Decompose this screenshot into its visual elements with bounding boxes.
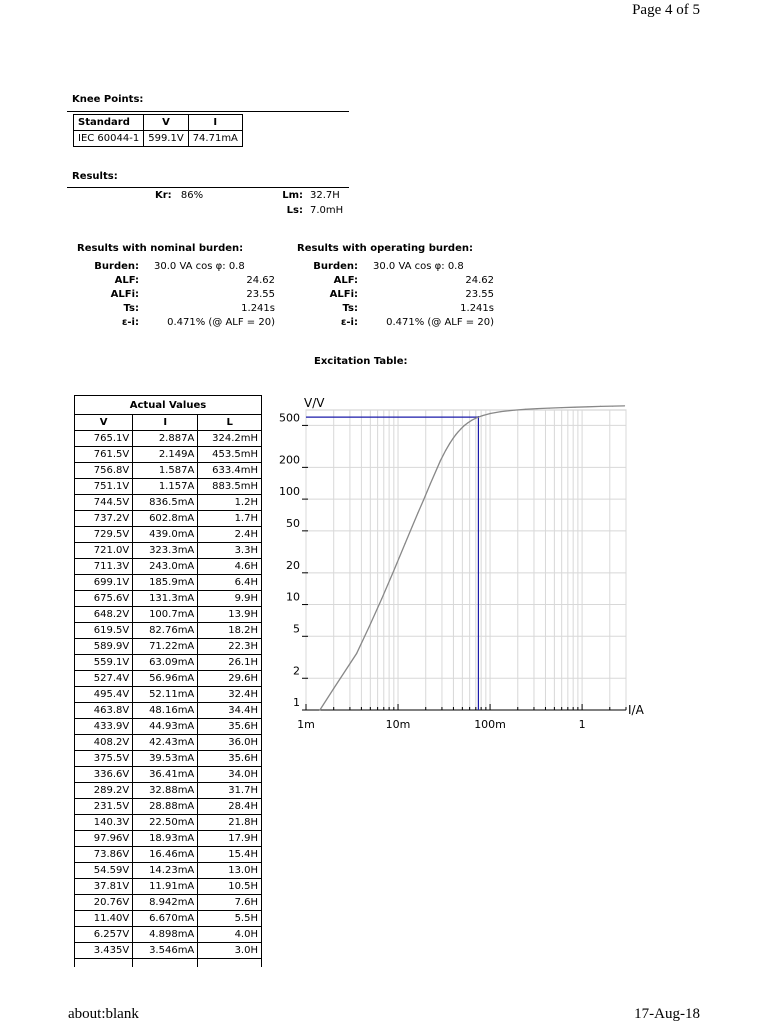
excitation-cell-l: 4.6H bbox=[198, 559, 262, 575]
excitation-cell-i: 14.23mA bbox=[133, 863, 198, 879]
excitation-cell-v: 289.2V bbox=[75, 783, 133, 799]
knee-i: 74.71mA bbox=[188, 131, 242, 147]
excitation-cell-l: 883.5mH bbox=[198, 479, 262, 495]
excitation-cell-l: 36.0H bbox=[198, 735, 262, 751]
y-tick-label: 200 bbox=[279, 453, 300, 467]
excitation-cell-v: 648.2V bbox=[75, 607, 133, 623]
knee-points-heading: Knee Points: bbox=[72, 94, 144, 105]
excitation-cell-i: 323.3mA bbox=[133, 543, 198, 559]
y-tick-label: 5 bbox=[293, 622, 300, 636]
excitation-cell-l: 35.6H bbox=[198, 751, 262, 767]
x-tick-label: 100m bbox=[474, 718, 506, 731]
excitation-cell-l: 34.0H bbox=[198, 767, 262, 783]
nominal-ei-value: 0.471% (@ ALF = 20) bbox=[167, 317, 275, 328]
operating-alfi-row bbox=[296, 288, 494, 302]
y-tick-label: 1 bbox=[293, 696, 300, 709]
excitation-cell-l: 10.5H bbox=[198, 879, 262, 895]
excitation-cell-v: 11.40V bbox=[75, 911, 133, 927]
operating-ts-row bbox=[296, 302, 494, 316]
excitation-row bbox=[75, 911, 262, 927]
excitation-cell-l: 3.0H bbox=[198, 943, 262, 959]
excitation-cell-i: 18.93mA bbox=[133, 831, 198, 847]
excitation-cell-i: 39.53mA bbox=[133, 751, 198, 767]
curve-point bbox=[514, 410, 515, 411]
operating-alf-label: ALF: bbox=[333, 275, 358, 286]
knee-standard: IEC 60044-1 bbox=[74, 131, 144, 147]
lm-label: Lm: bbox=[282, 190, 303, 201]
excitation-cell-i: 36.41mA bbox=[133, 767, 198, 783]
excitation-row bbox=[75, 479, 262, 495]
excitation-cell-l: 633.4mH bbox=[198, 463, 262, 479]
operating-burden-row bbox=[296, 260, 494, 274]
excitation-row bbox=[75, 431, 262, 447]
curve-point bbox=[471, 420, 472, 421]
results-heading: Results: bbox=[72, 171, 118, 182]
knee-divider bbox=[67, 111, 349, 112]
excitation-row bbox=[75, 511, 262, 527]
excitation-cell-i: 63.09mA bbox=[133, 655, 198, 671]
excitation-cell-v: 765.1V bbox=[75, 431, 133, 447]
excitation-cell-l: 13.9H bbox=[198, 607, 262, 623]
excitation-cell-v: 756.8V bbox=[75, 463, 133, 479]
excitation-cell-i: 22.50mA bbox=[133, 815, 198, 831]
footer-url: about:blank bbox=[68, 1006, 139, 1022]
excitation-cell-v: 6.257V bbox=[75, 927, 133, 943]
excitation-cell-v: 751.1V bbox=[75, 479, 133, 495]
excitation-cell-v: 54.59V bbox=[75, 863, 133, 879]
curve-point bbox=[449, 443, 450, 444]
excitation-cell-i: 2.149A bbox=[133, 447, 198, 463]
excitation-col-i: I bbox=[133, 415, 198, 431]
x-tick-label: 1m bbox=[297, 718, 315, 731]
excitation-cell-i: 4.898mA bbox=[133, 927, 198, 943]
excitation-cell-v: 761.5V bbox=[75, 447, 133, 463]
excitation-cell-v: 559.1V bbox=[75, 655, 133, 671]
operating-heading: Results with operating burden: bbox=[297, 243, 473, 254]
knee-col-v: V bbox=[144, 115, 188, 131]
nominal-alf-label: ALF: bbox=[114, 275, 139, 286]
operating-burden-label: Burden: bbox=[313, 261, 358, 272]
excitation-cell-empty bbox=[198, 959, 262, 968]
excitation-cell-l: 21.8H bbox=[198, 815, 262, 831]
excitation-cell-v: 699.1V bbox=[75, 575, 133, 591]
curve-point bbox=[460, 428, 461, 429]
knee-col-standard: Standard bbox=[74, 115, 144, 131]
knee-col-i: I bbox=[188, 115, 242, 131]
curve-point bbox=[587, 406, 588, 407]
excitation-cell-i: 6.670mA bbox=[133, 911, 198, 927]
excitation-cell-i: 11.91mA bbox=[133, 879, 198, 895]
curve-point bbox=[476, 417, 477, 418]
operating-ts-value: 1.241s bbox=[460, 303, 494, 314]
curve-point bbox=[369, 625, 370, 626]
excitation-cell-i: 32.88mA bbox=[133, 783, 198, 799]
excitation-row bbox=[75, 895, 262, 911]
curve-point bbox=[561, 407, 562, 408]
excitation-row bbox=[75, 495, 262, 511]
curve-point bbox=[440, 460, 441, 461]
curve-point bbox=[574, 407, 575, 408]
excitation-table-body bbox=[75, 431, 262, 968]
y-tick-label: 100 bbox=[279, 485, 300, 499]
curve-point bbox=[381, 598, 382, 599]
excitation-col-v: V bbox=[75, 415, 133, 431]
curve-point bbox=[458, 431, 459, 432]
excitation-cell-v: 737.2V bbox=[75, 511, 133, 527]
excitation-cell-i: 44.93mA bbox=[133, 719, 198, 735]
excitation-cell-l: 18.2H bbox=[198, 623, 262, 639]
operating-alf-value: 24.62 bbox=[465, 275, 494, 286]
excitation-cell-i: 602.8mA bbox=[133, 511, 198, 527]
curve-point bbox=[455, 434, 456, 435]
curve-point bbox=[404, 543, 405, 544]
nominal-ts-value: 1.241s bbox=[241, 303, 275, 314]
excitation-table-title: Actual Values bbox=[75, 396, 262, 415]
kr-label: Kr: bbox=[155, 190, 172, 201]
excitation-row bbox=[75, 735, 262, 751]
excitation-cell-l: 4.0H bbox=[198, 927, 262, 943]
excitation-row bbox=[75, 655, 262, 671]
y-axis-label: V/V bbox=[304, 396, 325, 410]
curve-point bbox=[482, 415, 483, 416]
excitation-row bbox=[75, 751, 262, 767]
excitation-cell-l: 9.9H bbox=[198, 591, 262, 607]
results-divider bbox=[67, 187, 349, 188]
excitation-cell-l: 6.4H bbox=[198, 575, 262, 591]
excitation-cell-v: 495.4V bbox=[75, 687, 133, 703]
nominal-block bbox=[77, 260, 275, 330]
excitation-cell-i: 3.546mA bbox=[133, 943, 198, 959]
excitation-col-l: L bbox=[198, 415, 262, 431]
excitation-cell-i: 2.887A bbox=[133, 431, 198, 447]
excitation-row bbox=[75, 527, 262, 543]
operating-alf-row bbox=[296, 274, 494, 288]
excitation-cell-i: 71.22mA bbox=[133, 639, 198, 655]
excitation-row bbox=[75, 559, 262, 575]
curve-point bbox=[612, 406, 613, 407]
nominal-alfi-row bbox=[77, 288, 275, 302]
excitation-cell-l: 1.7H bbox=[198, 511, 262, 527]
curve-point bbox=[430, 483, 431, 484]
excitation-cell-i: 836.5mA bbox=[133, 495, 198, 511]
excitation-cell-i: 8.942mA bbox=[133, 895, 198, 911]
curve-point bbox=[412, 526, 413, 527]
excitation-cell-i: 28.88mA bbox=[133, 799, 198, 815]
x-tick-label: 1 bbox=[578, 718, 586, 731]
y-tick-label: 20 bbox=[286, 558, 300, 572]
excitation-row bbox=[75, 671, 262, 687]
excitation-row bbox=[75, 703, 262, 719]
excitation-cell-i: 48.16mA bbox=[133, 703, 198, 719]
excitation-row bbox=[75, 767, 262, 783]
excitation-row bbox=[75, 463, 262, 479]
excitation-cell-v: 433.9V bbox=[75, 719, 133, 735]
excitation-cell-l: 13.0H bbox=[198, 863, 262, 879]
excitation-cell-v: 37.81V bbox=[75, 879, 133, 895]
excitation-cell-i: 243.0mA bbox=[133, 559, 198, 575]
excitation-cell-v: 3.435V bbox=[75, 943, 133, 959]
nominal-ts-row bbox=[77, 302, 275, 316]
curve-point bbox=[536, 408, 537, 409]
excitation-cell-v: 589.9V bbox=[75, 639, 133, 655]
excitation-cell-v: 231.5V bbox=[75, 799, 133, 815]
operating-alfi-value: 23.55 bbox=[465, 289, 494, 300]
excitation-cell-l: 15.4H bbox=[198, 847, 262, 863]
excitation-row bbox=[75, 879, 262, 895]
nominal-alfi-value: 23.55 bbox=[246, 289, 275, 300]
curve-point bbox=[549, 408, 550, 409]
curve-point bbox=[500, 411, 501, 412]
curve-point bbox=[600, 406, 601, 407]
y-tick-label: 2 bbox=[293, 664, 300, 678]
excitation-cell-v: 336.6V bbox=[75, 767, 133, 783]
excitation-row bbox=[75, 815, 262, 831]
curve-point bbox=[525, 409, 526, 410]
excitation-cell-l: 7.6H bbox=[198, 895, 262, 911]
excitation-cell-v: 711.3V bbox=[75, 559, 133, 575]
excitation-cell-v: 140.3V bbox=[75, 815, 133, 831]
excitation-row bbox=[75, 927, 262, 943]
excitation-cell-empty bbox=[75, 959, 133, 968]
excitation-cell-i: 52.11mA bbox=[133, 687, 198, 703]
excitation-cell-i: 42.43mA bbox=[133, 735, 198, 751]
excitation-row bbox=[75, 847, 262, 863]
page-number: Page 4 of 5 bbox=[632, 2, 700, 18]
excitation-cell-i: 439.0mA bbox=[133, 527, 198, 543]
excitation-row bbox=[75, 799, 262, 815]
excitation-cell-l: 29.6H bbox=[198, 671, 262, 687]
excitation-row bbox=[75, 543, 262, 559]
ls-value: 7.0mH bbox=[310, 205, 344, 216]
excitation-cell-v: 20.76V bbox=[75, 895, 133, 911]
curve-point bbox=[356, 653, 357, 654]
curve-point bbox=[452, 438, 453, 439]
x-tick-label: 10m bbox=[385, 718, 411, 731]
excitation-row bbox=[75, 623, 262, 639]
nominal-alfi-label: ALFi: bbox=[110, 289, 139, 300]
excitation-cell-l: 35.6H bbox=[198, 719, 262, 735]
operating-burden-value: 30.0 VA cos φ: 0.8 bbox=[373, 261, 464, 272]
operating-alfi-label: ALFi: bbox=[329, 289, 358, 300]
operating-ei-row bbox=[296, 316, 494, 330]
lm-label-wrap bbox=[271, 189, 303, 203]
ls-label: Ls: bbox=[286, 205, 303, 216]
kr-row bbox=[155, 189, 203, 203]
excitation-cell-l: 1.2H bbox=[198, 495, 262, 511]
excitation-cell-l: 324.2mH bbox=[198, 431, 262, 447]
nominal-burden-row bbox=[77, 260, 275, 274]
excitation-row bbox=[75, 447, 262, 463]
curve-point bbox=[463, 425, 464, 426]
excitation-row bbox=[75, 783, 262, 799]
kr-value: 86% bbox=[180, 190, 204, 201]
nominal-ei-label: ε-i: bbox=[121, 317, 139, 328]
excitation-cell-l: 34.4H bbox=[198, 703, 262, 719]
curve-point bbox=[490, 413, 491, 414]
excitation-row bbox=[75, 591, 262, 607]
excitation-cell-v: 73.86V bbox=[75, 847, 133, 863]
excitation-row bbox=[75, 831, 262, 847]
excitation-cell-empty bbox=[133, 959, 198, 968]
excitation-table bbox=[74, 395, 262, 967]
y-tick-label: 50 bbox=[286, 516, 300, 530]
excitation-cell-v: 97.96V bbox=[75, 831, 133, 847]
curve-point bbox=[333, 688, 334, 689]
footer-date: 17-Aug-18 bbox=[634, 1006, 700, 1022]
y-tick-label: 500 bbox=[279, 411, 300, 425]
excitation-cell-l: 26.1H bbox=[198, 655, 262, 671]
excitation-cell-i: 82.76mA bbox=[133, 623, 198, 639]
excitation-chart-svg bbox=[276, 392, 656, 737]
excitation-row bbox=[75, 943, 262, 959]
curve-point bbox=[467, 422, 468, 423]
excitation-cell-l: 28.4H bbox=[198, 799, 262, 815]
nominal-ts-label: Ts: bbox=[123, 303, 139, 314]
excitation-cell-l: 17.9H bbox=[198, 831, 262, 847]
excitation-row bbox=[75, 863, 262, 879]
nominal-alf-row bbox=[77, 274, 275, 288]
excitation-cell-i: 16.46mA bbox=[133, 847, 198, 863]
excitation-cell-v: 721.0V bbox=[75, 543, 133, 559]
excitation-cell-l: 32.4H bbox=[198, 687, 262, 703]
operating-ts-label: Ts: bbox=[342, 303, 358, 314]
excitation-cell-l: 453.5mH bbox=[198, 447, 262, 463]
curve-point bbox=[624, 405, 625, 406]
curve-point bbox=[393, 571, 394, 572]
excitation-cell-l: 2.4H bbox=[198, 527, 262, 543]
excitation-cell-i: 1.587A bbox=[133, 463, 198, 479]
curve-point bbox=[319, 709, 320, 710]
excitation-cell-v: 375.5V bbox=[75, 751, 133, 767]
excitation-cell-l: 31.7H bbox=[198, 783, 262, 799]
excitation-cell-v: 619.5V bbox=[75, 623, 133, 639]
excitation-cell-v: 675.6V bbox=[75, 591, 133, 607]
excitation-cell-i: 131.3mA bbox=[133, 591, 198, 607]
nominal-heading: Results with nominal burden: bbox=[77, 243, 244, 254]
operating-ei-label: ε-i: bbox=[340, 317, 358, 328]
excitation-chart bbox=[276, 392, 656, 741]
nominal-burden-label: Burden: bbox=[94, 261, 139, 272]
excitation-cell-l: 3.3H bbox=[198, 543, 262, 559]
excitation-cell-v: 408.2V bbox=[75, 735, 133, 751]
x-axis-label: I/A bbox=[628, 703, 644, 717]
excitation-row bbox=[75, 575, 262, 591]
excitation-row-empty bbox=[75, 959, 262, 968]
excitation-cell-v: 527.4V bbox=[75, 671, 133, 687]
ls-label-wrap bbox=[271, 204, 303, 218]
curve-point bbox=[445, 450, 446, 451]
excitation-row bbox=[75, 719, 262, 735]
excitation-heading: Excitation Table: bbox=[314, 356, 408, 367]
excitation-cell-i: 100.7mA bbox=[133, 607, 198, 623]
nominal-alf-value: 24.62 bbox=[246, 275, 275, 286]
excitation-cell-v: 729.5V bbox=[75, 527, 133, 543]
excitation-cell-l: 22.3H bbox=[198, 639, 262, 655]
excitation-cell-i: 56.96mA bbox=[133, 671, 198, 687]
curve-point bbox=[417, 512, 418, 513]
y-tick-label: 10 bbox=[286, 590, 300, 604]
operating-block bbox=[296, 260, 494, 330]
knee-v: 599.1V bbox=[144, 131, 188, 147]
nominal-burden-value: 30.0 VA cos φ: 0.8 bbox=[154, 261, 245, 272]
operating-ei-value: 0.471% (@ ALF = 20) bbox=[386, 317, 494, 328]
excitation-row bbox=[75, 687, 262, 703]
excitation-row bbox=[75, 607, 262, 623]
excitation-cell-i: 1.157A bbox=[133, 479, 198, 495]
curve-point bbox=[423, 500, 424, 501]
excitation-cell-v: 463.8V bbox=[75, 703, 133, 719]
knee-points-table bbox=[73, 114, 243, 147]
excitation-row bbox=[75, 639, 262, 655]
lm-value: 32.7H bbox=[310, 190, 340, 201]
excitation-cell-i: 185.9mA bbox=[133, 575, 198, 591]
excitation-cell-v: 744.5V bbox=[75, 495, 133, 511]
nominal-ei-row bbox=[77, 316, 275, 330]
excitation-cell-l: 5.5H bbox=[198, 911, 262, 927]
